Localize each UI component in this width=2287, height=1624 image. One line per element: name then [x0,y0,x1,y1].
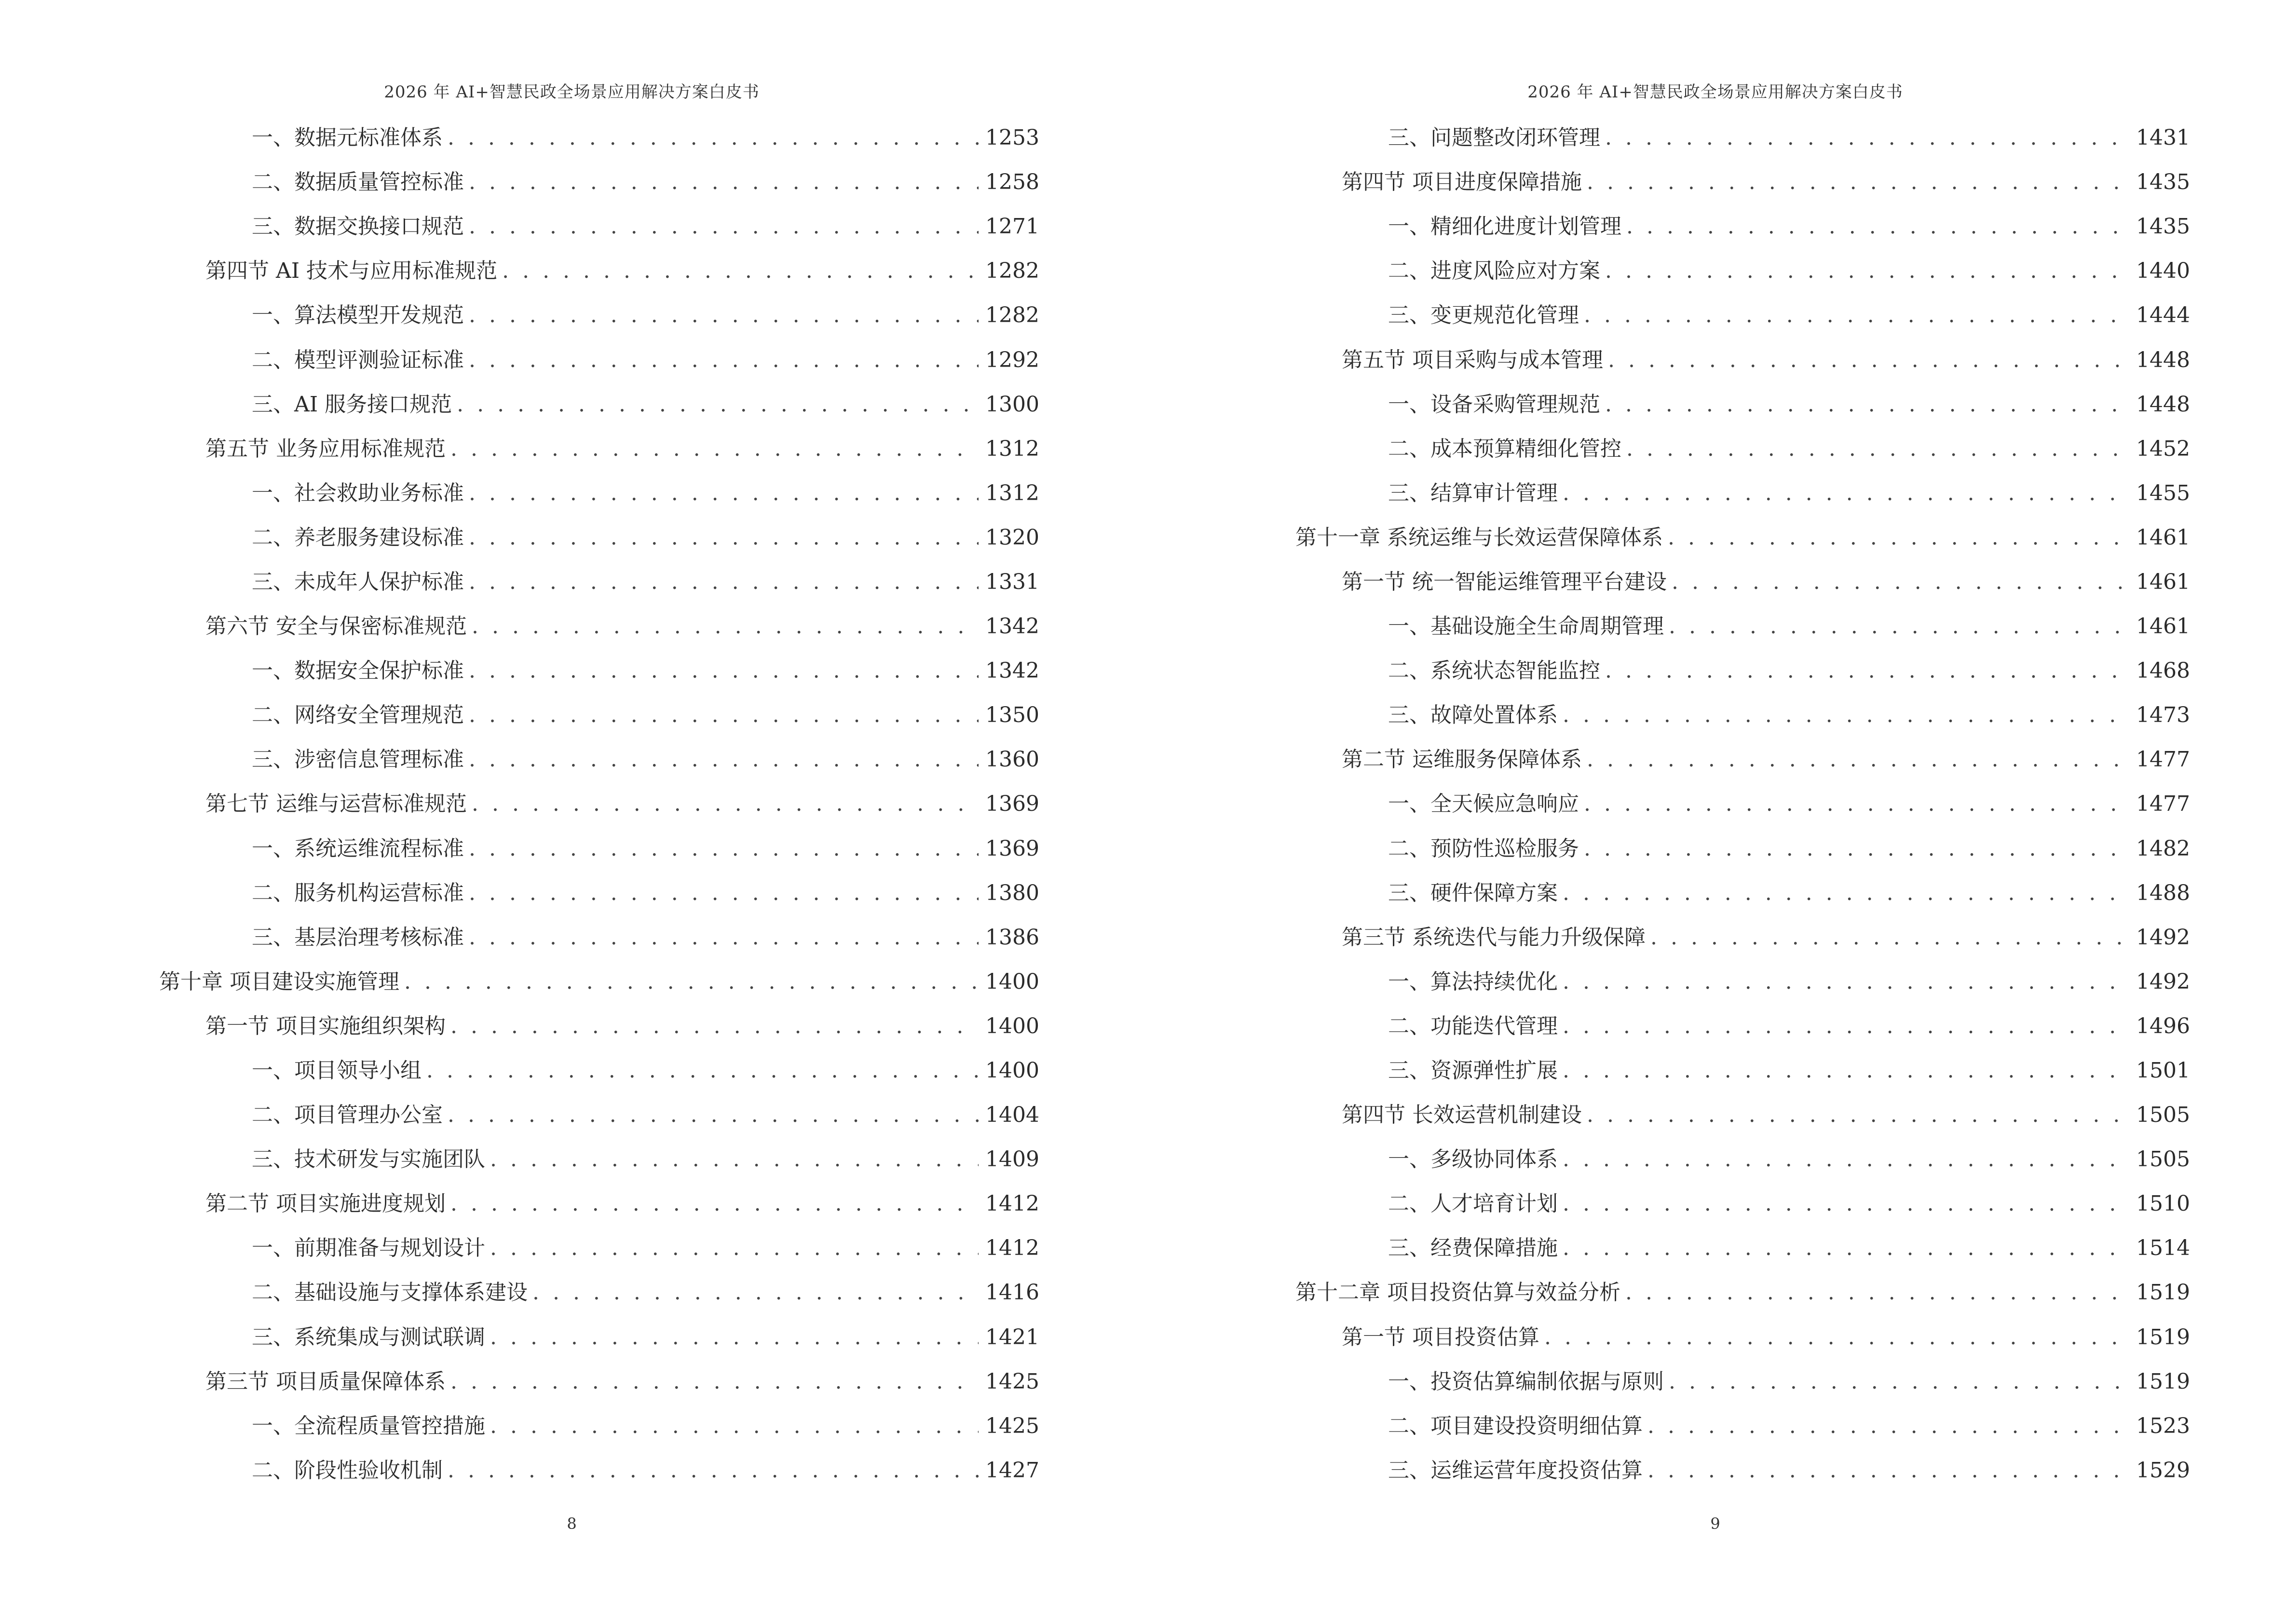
toc-entry-title: 二、预防性巡检服务 [1388,836,1579,861]
toc-entry[interactable] [159,293,1039,338]
toc-entry-page-number: 1400 [985,1013,1039,1038]
toc-entry-title: 一、投资估算编制依据与原则 [1388,1369,1664,1394]
dot-leader [469,660,979,682]
toc-entry-title: 第二节 运维服务保障体系 [1342,747,1582,772]
toc-entry-title: 三、系统集成与测试联调 [252,1324,485,1350]
toc-entry-title: 第四节 AI 技术与应用标准规范 [205,259,498,284]
toc-entry-page-number: 1312 [985,436,1039,461]
toc-entry-title: 三、涉密信息管理标准 [252,747,464,772]
dot-leader [1563,1149,2129,1170]
toc-entry-page-number: 1400 [985,969,1039,994]
dot-leader [469,883,979,904]
toc-entry[interactable] [1295,338,2190,382]
toc-entry[interactable] [159,249,1039,293]
dot-leader [448,1460,979,1481]
toc-entry[interactable] [159,1137,1039,1182]
toc-entry-title: 二、项目建设投资明细估算 [1388,1413,1643,1438]
dot-leader [469,216,979,237]
toc-entry[interactable] [159,205,1039,249]
toc-entry-page-number: 1409 [985,1147,1039,1172]
right-page [1144,0,2287,1624]
toc-entry-page-number: 1435 [2136,170,2190,195]
toc-entry[interactable] [1295,1004,2190,1049]
toc-entry-title: 一、全流程质量管控措施 [252,1413,485,1438]
dot-leader [448,1105,979,1126]
dot-leader [469,572,979,593]
toc-entry-title: 一、系统运维流程标准 [252,836,464,861]
toc-entry-page-number: 1360 [985,747,1039,772]
toc-entry[interactable] [1295,382,2190,427]
dot-leader [1605,127,2129,149]
dot-leader [450,1193,979,1215]
toc-entry-title: 二、服务机构运营标准 [252,880,464,905]
toc-entry-title: 第五节 项目采购与成本管理 [1342,347,1603,372]
toc-entry[interactable] [1295,960,2190,1004]
toc-entry[interactable] [159,827,1039,871]
toc-entry[interactable] [159,915,1039,960]
dot-leader [1626,438,2129,460]
toc-entry-page-number: 1461 [2136,569,2190,594]
dot-leader [1605,260,2129,282]
dot-leader [1650,927,2129,948]
toc-entry[interactable] [159,649,1039,693]
dot-leader [490,1149,979,1170]
dot-leader [469,838,979,860]
toc-entry-page-number: 1519 [2136,1324,2190,1350]
toc-entry-page-number: 1529 [2136,1458,2190,1483]
toc-entry-title: 三、硬件保障方案 [1388,880,1558,905]
toc-entry-page-number: 1427 [985,1458,1039,1483]
toc-entry[interactable] [159,737,1039,782]
toc-entry[interactable] [1295,1448,2190,1493]
dot-leader [1587,172,2129,193]
toc-entry-title: 三、问题整改闭环管理 [1388,125,1600,150]
dot-leader [1605,394,2129,415]
dot-leader [1584,838,2129,860]
toc-entry-title: 一、设备采购管理规范 [1388,392,1600,417]
toc-entry[interactable] [159,471,1039,516]
dot-leader [1625,1282,2129,1303]
dot-leader [1584,305,2129,326]
table-of-contents [1295,116,2190,1493]
toc-entry-page-number: 1386 [985,925,1039,950]
toc-entry-page-number: 1448 [2136,347,2190,372]
dot-leader [469,350,979,371]
dot-leader [1668,527,2129,548]
dot-leader [1544,1327,2129,1348]
toc-entry-title: 第一节 统一智能运维管理平台建设 [1342,569,1667,594]
toc-entry-page-number: 1342 [985,658,1039,683]
toc-entry-page-number: 1300 [985,392,1039,417]
toc-entry-page-number: 1473 [2136,703,2190,728]
toc-entry-page-number: 1510 [2136,1191,2190,1216]
toc-entry-page-number: 1440 [2136,259,2190,284]
dot-leader [1669,616,2129,637]
toc-entry[interactable] [159,382,1039,427]
toc-entry-title: 第六节 安全与保密标准规范 [205,614,467,639]
toc-entry[interactable] [159,1049,1039,1093]
toc-entry-page-number: 1452 [2136,436,2190,461]
toc-entry-title: 二、进度风险应对方案 [1388,259,1600,284]
toc-entry-page-number: 1412 [985,1191,1039,1216]
toc-entry-title: 三、结算审计管理 [1388,480,1558,505]
toc-entry-title: 三、资源弹性扩展 [1388,1058,1558,1083]
toc-entry-title: 二、系统状态智能监控 [1388,658,1600,683]
toc-entry-page-number: 1258 [985,170,1039,195]
toc-entry-title: 三、运维运营年度投资估算 [1388,1458,1643,1483]
toc-entry-title: 一、精细化进度计划管理 [1388,214,1621,239]
toc-entry-page-number: 1514 [2136,1236,2190,1261]
toc-entry-page-number: 1448 [2136,392,2190,417]
toc-entry-title: 第一节 项目实施组织架构 [205,1013,446,1038]
toc-entry-page-number: 1292 [985,347,1039,372]
toc-entry[interactable] [1295,560,2190,604]
toc-entry[interactable] [159,871,1039,915]
table-of-contents [159,116,1039,1493]
toc-entry[interactable] [159,1270,1039,1315]
toc-entry[interactable] [1295,737,2190,782]
toc-entry[interactable] [159,782,1039,826]
dot-leader [1608,350,2129,371]
toc-entry-title: 第十一章 系统运维与长效运营保障体系 [1295,525,1663,550]
toc-entry-title: 第七节 运维与运营标准规范 [205,792,467,817]
toc-entry-page-number: 1496 [2136,1013,2190,1038]
toc-entry-page-number: 1421 [985,1324,1039,1350]
dot-leader [1563,971,2129,993]
toc-entry-page-number: 1282 [985,303,1039,328]
toc-entry-page-number: 1435 [2136,214,2190,239]
toc-entry[interactable] [1295,293,2190,338]
running-header: 2026 年 AI+智慧民政全场景应用解决方案白皮书 [384,82,760,102]
dot-leader [1587,749,2129,770]
toc-entry[interactable] [1295,1137,2190,1182]
toc-entry-page-number: 1519 [2136,1280,2190,1305]
toc-entry-page-number: 1320 [985,525,1039,550]
toc-entry-title: 二、人才培育计划 [1388,1191,1558,1216]
toc-entry-page-number: 1412 [985,1236,1039,1261]
toc-entry[interactable] [1295,205,2190,249]
toc-entry-page-number: 1416 [985,1280,1039,1305]
toc-entry-page-number: 1404 [985,1103,1039,1128]
toc-entry-title: 一、前期准备与规划设计 [252,1236,485,1261]
dot-leader [469,705,979,726]
dot-leader [1626,216,2129,237]
dot-leader [1584,793,2129,815]
toc-entry[interactable] [159,560,1039,604]
toc-entry-title: 一、项目领导小组 [252,1058,422,1083]
toc-entry[interactable] [159,427,1039,471]
toc-entry-page-number: 1477 [2136,792,2190,817]
toc-entry-title: 二、阶段性验收机制 [252,1458,443,1483]
toc-entry-page-number: 1380 [985,880,1039,905]
toc-entry-title: 三、故障处置体系 [1388,703,1558,728]
toc-entry-page-number: 1505 [2136,1103,2190,1128]
toc-entry-title: 二、养老服务建设标准 [252,525,464,550]
dot-leader [502,260,979,282]
toc-entry[interactable] [1295,160,2190,205]
toc-entry-page-number: 1282 [985,259,1039,284]
dot-leader [469,749,979,770]
page-number: 9 [1710,1515,1720,1533]
dot-leader [490,1327,979,1348]
dot-leader [1563,1238,2129,1259]
toc-entry-title: 一、算法持续优化 [1388,969,1558,994]
toc-entry-title: 三、基层治理考核标准 [252,925,464,950]
toc-entry[interactable] [1295,1049,2190,1093]
toc-entry-page-number: 1253 [985,125,1039,150]
toc-entry[interactable] [159,960,1039,1004]
toc-entry[interactable] [1295,1182,2190,1226]
toc-entry-page-number: 1501 [2136,1058,2190,1083]
toc-entry-title: 第三节 项目质量保障体系 [205,1369,446,1394]
toc-entry[interactable] [159,604,1039,649]
dot-leader [1563,1060,2129,1081]
toc-entry[interactable] [1295,693,2190,737]
toc-entry[interactable] [159,1360,1039,1404]
dot-leader [472,793,979,815]
dot-leader [1563,1193,2129,1215]
toc-entry-title: 第四节 长效运营机制建设 [1342,1103,1582,1128]
toc-entry[interactable] [159,1315,1039,1360]
toc-entry-title: 第五节 业务应用标准规范 [205,436,446,461]
dot-leader [1647,1416,2129,1437]
dot-leader [1669,1371,2129,1392]
toc-entry[interactable] [159,338,1039,382]
dot-leader [490,1416,979,1437]
toc-entry-page-number: 1271 [985,214,1039,239]
running-header: 2026 年 AI+智慧民政全场景应用解决方案白皮书 [1527,82,1903,102]
toc-entry-title: 第三节 系统迭代与能力升级保障 [1342,925,1646,950]
toc-entry-page-number: 1468 [2136,658,2190,683]
toc-entry[interactable] [159,1093,1039,1137]
toc-entry-title: 三、变更规范化管理 [1388,303,1579,328]
toc-entry-title: 一、全天候应急响应 [1388,792,1579,817]
toc-entry-page-number: 1505 [2136,1147,2190,1172]
toc-entry-page-number: 1523 [2136,1413,2190,1438]
toc-entry-page-number: 1431 [2136,125,2190,150]
dot-leader [1647,1460,2129,1481]
dot-leader [1563,705,2129,726]
toc-entry-title: 一、基础设施全生命周期管理 [1388,614,1664,639]
toc-entry-title: 二、成本预算精细化管控 [1388,436,1621,461]
toc-entry-page-number: 1461 [2136,614,2190,639]
toc-entry-page-number: 1461 [2136,525,2190,550]
toc-entry-page-number: 1492 [2136,925,2190,950]
toc-entry[interactable] [159,693,1039,737]
toc-entry[interactable] [1295,649,2190,693]
toc-entry[interactable] [159,1004,1039,1049]
dot-leader [426,1060,979,1081]
dot-leader [1563,1016,2129,1037]
dot-leader [450,438,979,460]
toc-entry[interactable] [1295,782,2190,826]
toc-entry-page-number: 1425 [985,1369,1039,1394]
toc-entry-page-number: 1369 [985,836,1039,861]
toc-entry-title: 一、数据元标准体系 [252,125,443,150]
toc-entry-title: 一、算法模型开发规范 [252,303,464,328]
dot-leader [1587,1105,2129,1126]
toc-entry-page-number: 1369 [985,792,1039,817]
toc-entry-title: 第四节 项目进度保障措施 [1342,170,1582,195]
toc-entry-title: 一、社会救助业务标准 [252,480,464,505]
toc-entry[interactable] [1295,827,2190,871]
dot-leader [469,305,979,326]
toc-entry-title: 三、经费保障措施 [1388,1236,1558,1261]
toc-entry-page-number: 1492 [2136,969,2190,994]
toc-entry-page-number: 1488 [2136,880,2190,905]
dot-leader [457,394,979,415]
toc-entry-page-number: 1342 [985,614,1039,639]
toc-entry[interactable] [159,1404,1039,1448]
dot-leader [450,1371,979,1392]
dot-leader [532,1282,979,1303]
dot-leader [1563,483,2129,504]
toc-entry[interactable] [1295,116,2190,160]
dot-leader [469,927,979,948]
dot-leader [469,172,979,193]
toc-entry[interactable] [159,1182,1039,1226]
toc-entry-title: 二、数据质量管控标准 [252,170,464,195]
toc-entry-title: 二、功能迭代管理 [1388,1013,1558,1038]
toc-entry-page-number: 1519 [2136,1369,2190,1394]
dot-leader [404,971,979,993]
toc-entry[interactable] [159,160,1039,205]
toc-entry-title: 三、技术研发与实施团队 [252,1147,485,1172]
toc-entry[interactable] [1295,1226,2190,1270]
toc-entry[interactable] [1295,871,2190,915]
toc-entry-page-number: 1350 [985,703,1039,728]
toc-entry[interactable] [1295,1093,2190,1137]
toc-entry-page-number: 1425 [985,1413,1039,1438]
toc-entry-title: 第一节 项目投资估算 [1342,1324,1539,1350]
toc-entry-title: 二、基础设施与支撑体系建设 [252,1280,528,1305]
toc-entry[interactable] [1295,1404,2190,1448]
toc-entry[interactable] [159,116,1039,160]
toc-entry-page-number: 1312 [985,480,1039,505]
toc-entry-page-number: 1444 [2136,303,2190,328]
toc-entry-page-number: 1477 [2136,747,2190,772]
dot-leader [1672,572,2129,593]
toc-entry[interactable] [159,1226,1039,1270]
dot-leader [472,616,979,637]
toc-entry[interactable] [159,1448,1039,1493]
page-number: 8 [567,1515,577,1533]
toc-entry[interactable] [1295,1270,2190,1315]
toc-entry-title: 第十二章 项目投资估算与效益分析 [1295,1280,1620,1305]
toc-entry-title: 二、网络安全管理规范 [252,703,464,728]
toc-entry[interactable] [1295,915,2190,960]
dot-leader [450,1016,979,1037]
toc-entry-title: 第十章 项目建设实施管理 [159,969,399,994]
toc-entry-page-number: 1400 [985,1058,1039,1083]
toc-entry-title: 一、多级协同体系 [1388,1147,1558,1172]
toc-entry-title: 三、未成年人保护标准 [252,569,464,594]
toc-entry[interactable] [1295,1360,2190,1404]
toc-entry-title: 三、数据交换接口规范 [252,214,464,239]
toc-entry[interactable] [1295,471,2190,516]
toc-entry-page-number: 1482 [2136,836,2190,861]
dot-leader [469,483,979,504]
toc-entry[interactable] [159,516,1039,560]
toc-entry-page-number: 1455 [2136,480,2190,505]
toc-entry-title: 一、数据安全保护标准 [252,658,464,683]
toc-entry-page-number: 1331 [985,569,1039,594]
dot-leader [490,1238,979,1259]
toc-entry[interactable] [1295,1315,2190,1360]
toc-entry-title: 第二节 项目实施进度规划 [205,1191,446,1216]
dot-leader [448,127,979,149]
dot-leader [469,527,979,548]
toc-entry[interactable] [1295,516,2190,560]
toc-entry[interactable] [1295,249,2190,293]
toc-entry-title: 二、模型评测验证标准 [252,347,464,372]
toc-entry-title: 二、项目管理办公室 [252,1103,443,1128]
toc-entry-title: 三、AI 服务接口规范 [252,392,452,417]
toc-entry[interactable] [1295,604,2190,649]
toc-entry[interactable] [1295,427,2190,471]
dot-leader [1605,660,2129,682]
dot-leader [1563,883,2129,904]
